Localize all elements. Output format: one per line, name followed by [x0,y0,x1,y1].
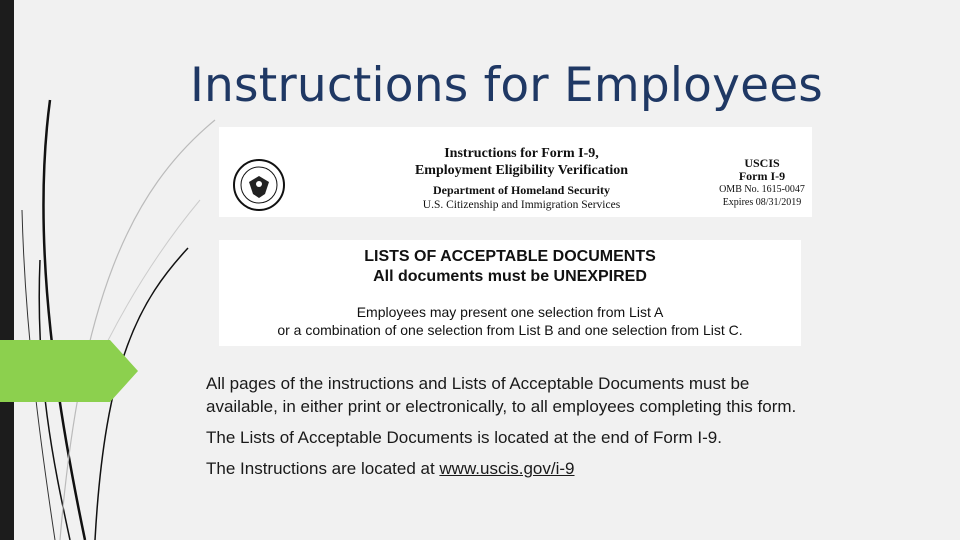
para1-line1: All pages of the instructions and Lists of Acceptable Documents must be [206,374,750,393]
form-uscis: USCIS [744,156,780,170]
lists-of-documents-image [219,240,801,346]
form-title-line2: Employment Eligibility Verification [414,163,629,178]
dhs-seal-icon [232,158,286,212]
accent-tab [0,340,140,402]
lists-line2: or a combination of one selection from List B and one selection from List C. [277,322,743,338]
lists-heading: LISTS OF ACCEPTABLE DOCUMENTS [364,248,656,265]
lists-subheading: All documents must be UNEXPIRED [373,268,647,285]
para3-prefix: The Instructions are located at [206,459,440,478]
para3 [206,457,906,480]
slide-title: Instructions for Employees [190,58,823,113]
form-header-right [716,157,808,209]
uscis-link[interactable]: www.uscis.gov/i-9 [439,459,575,478]
form-expires: Expires 08/31/2019 [722,197,802,208]
form-omb: OMB No. 1615-0047 [719,184,805,195]
form-title-line1: Instructions for Form I-9, [444,146,599,161]
para1-line2: available, in either print or electronically, to all employees completing this form. [206,397,797,416]
form-header-center [389,145,654,212]
para2: The Lists of Acceptable Documents is located at the end of Form I-9. [206,428,722,447]
body-text [206,372,906,480]
form-agency: U.S. Citizenship and Immigration Services [422,199,621,211]
form-dept: Department of Homeland Security [433,183,610,197]
lists-line1: Employees may present one selection from List A [356,304,664,320]
form-header-image [219,127,812,217]
form-number: Form I-9 [738,169,786,183]
